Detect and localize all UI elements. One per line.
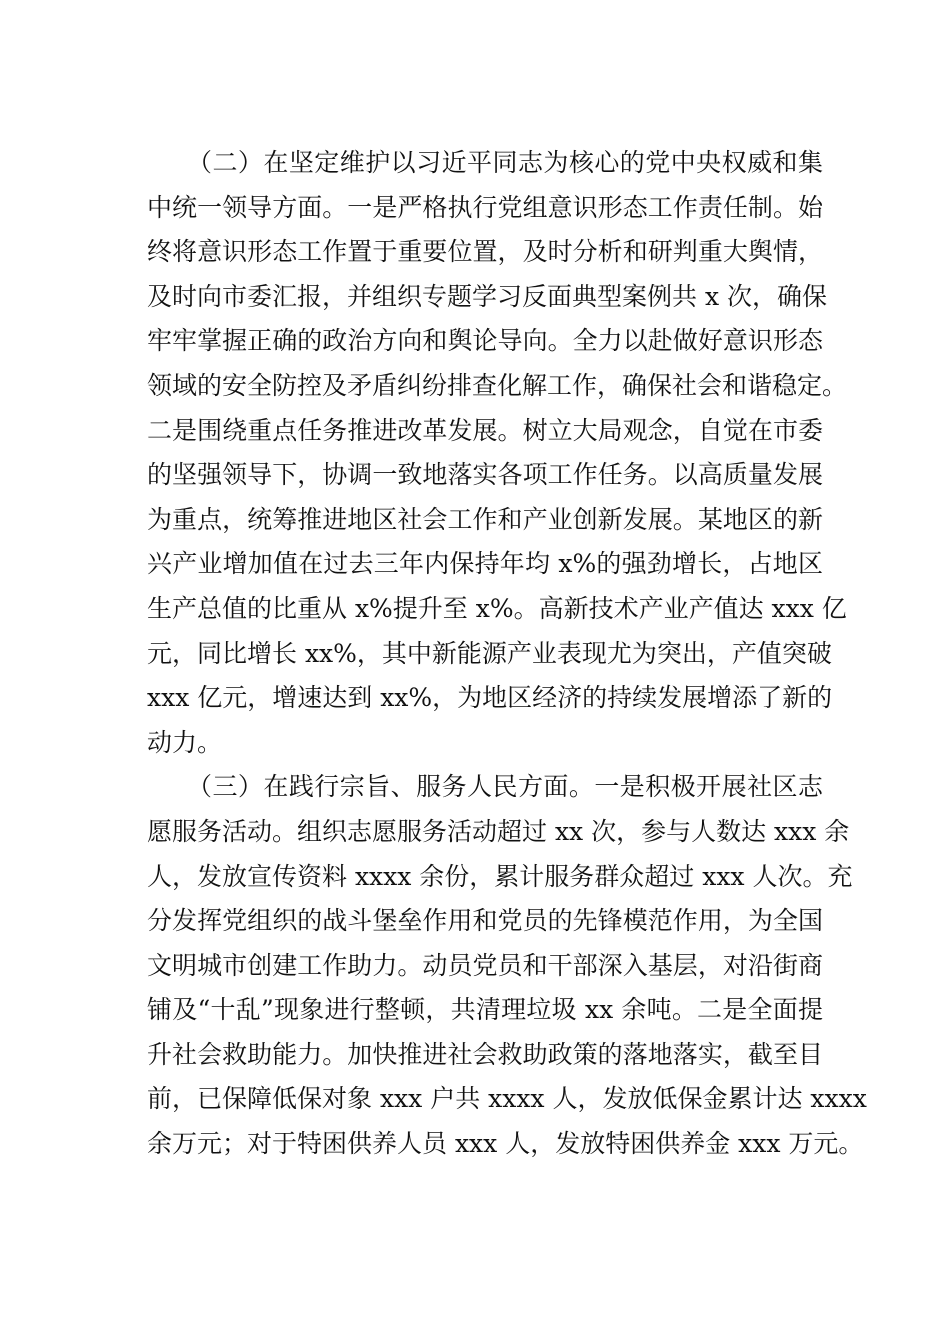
text-line: 的坚强领导下，协调一致地落实各项工作任务。以高质量发展 [147,460,823,490]
text-line: 二是围绕重点任务推进改革发展。树立大局观念，自觉在市委 [147,415,823,445]
text-line: 元，同比增长 xx%，其中新能源产业表现尤为突出，产值突破 [147,638,832,668]
text-line: 终将意识形态工作置于重要位置，及时分析和研判重大舆情， [147,237,823,267]
text-line: 铺及“十乱”现象进行整顿，共清理垃圾 xx 余吨。二是全面提 [147,995,823,1025]
text-line: 领域的安全防控及矛盾纠纷排查化解工作，确保社会和谐稳定。 [147,370,848,400]
text-line: 中统一领导方面。一是严格执行党组意识形态工作责任制。始 [147,192,823,222]
text-line: 文明城市创建工作助力。动员党员和干部深入基层，对沿街商 [147,950,823,980]
text-line: 及时向市委汇报，并组织专题学习反面典型案例共 x 次，确保 [147,281,827,311]
paragraph-2 [147,141,848,765]
text-line: 动力。 [147,727,223,757]
text-line: 牢牢掌握正确的政治方向和舆论导向。全力以赴做好意识形态 [147,326,823,356]
document-page [147,141,867,1167]
text-line: 前，已保障低保对象 xxx 户共 xxxx 人，发放低保金累计达 xxxx [147,1084,867,1114]
text-line: 人，发放宣传资料 xxxx 余份，累计服务群众超过 xxx 人次。充 [147,861,853,891]
text-line: 兴产业增加值在过去三年内保持年均 x%的强劲增长，占地区 [147,549,823,579]
text-line: xxx 亿元，增速达到 xx%，为地区经济的持续发展增添了新的 [147,683,833,713]
text-line: （三）在践行宗旨、服务人民方面。一是积极开展社区志 [187,772,823,802]
text-line: 余万元；对于特困供养人员 xxx 人，发放特困供养金 xxx 万元。 [147,1129,864,1159]
text-line: 分发挥党组织的战斗堡垒作用和党员的先锋模范作用，为全国 [147,906,823,936]
paragraph-3 [147,765,867,1166]
text-line: （二）在坚定维护以习近平同志为核心的党中央权威和集 [187,148,823,177]
text-line: 升社会救助能力。加快推进社会救助政策的落地落实，截至目 [147,1039,823,1069]
text-line: 为重点，统筹推进地区社会工作和产业创新发展。某地区的新 [147,504,823,534]
text-line: 生产总值的比重从 x%提升至 x%。高新技术产业产值达 xxx 亿 [147,593,847,623]
text-line: 愿服务活动。组织志愿服务活动超过 xx 次，参与人数达 xxx 余 [147,816,850,846]
